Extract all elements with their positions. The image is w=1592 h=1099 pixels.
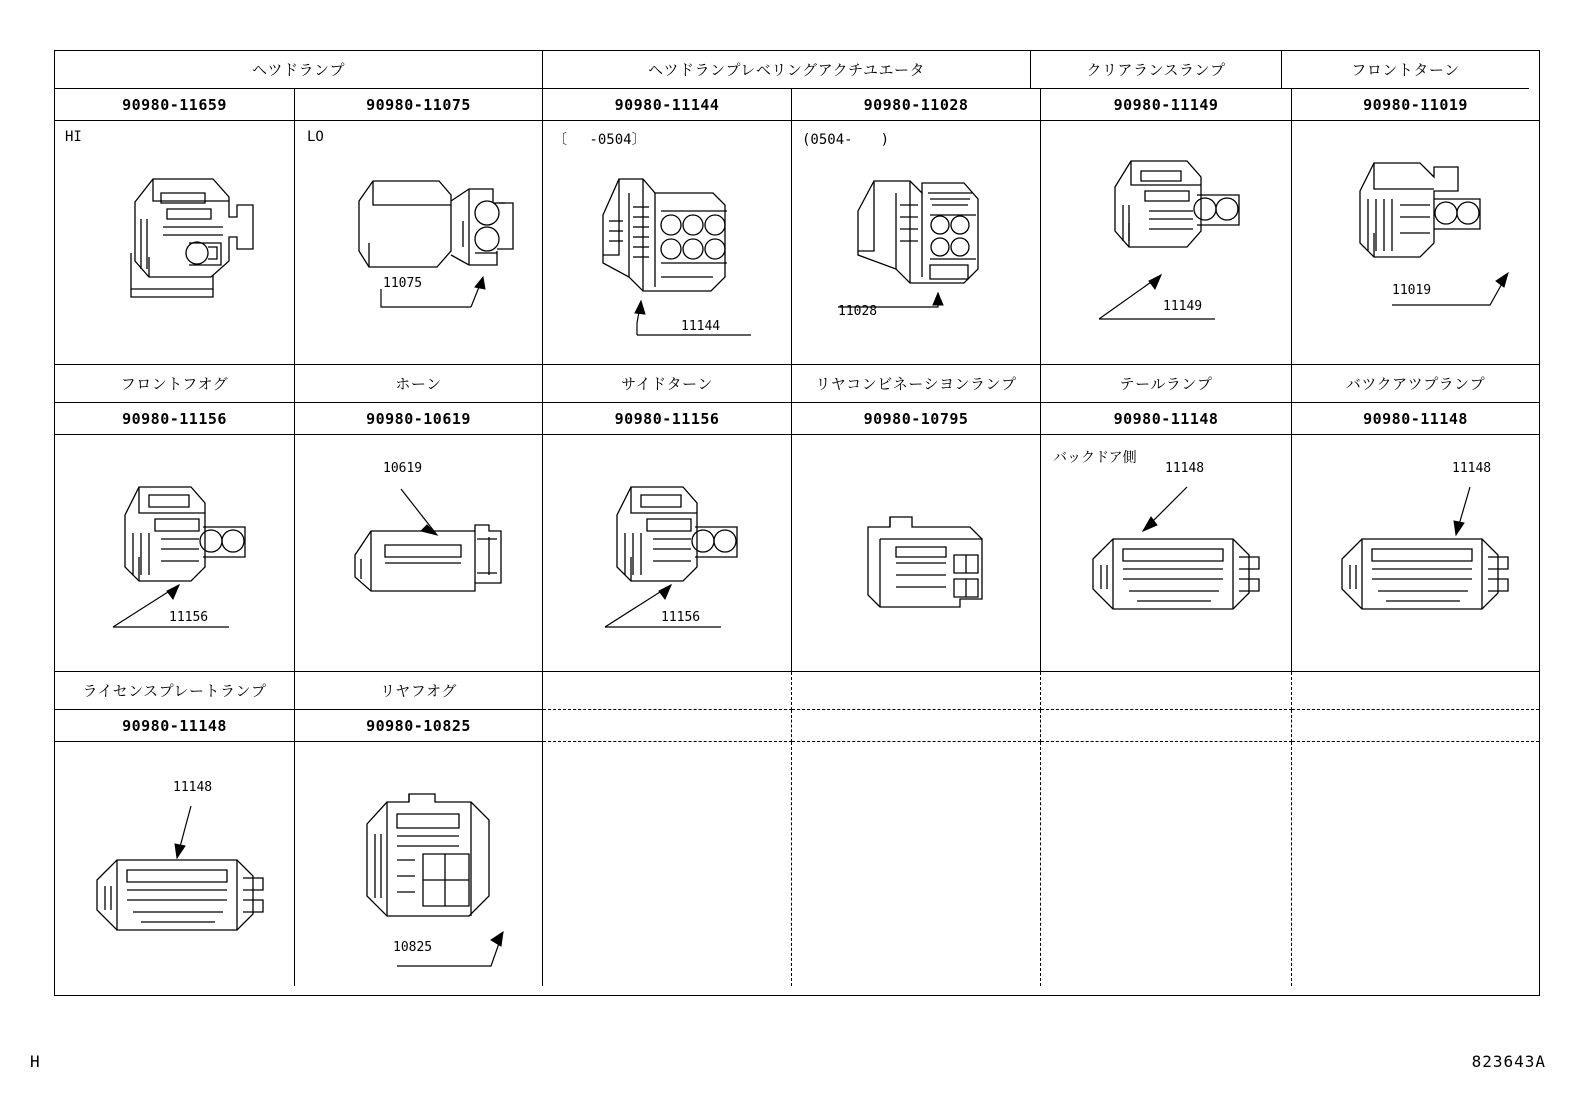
image-row-3 <box>55 742 1539 986</box>
sheet-revision-mark: H <box>30 1052 40 1071</box>
group-header-license-plate-lamp <box>55 672 295 710</box>
callout-leader-11156-fog <box>109 581 239 637</box>
group-header-label: フロントターン <box>1351 61 1460 79</box>
part-number: 90980-11019 <box>1363 95 1468 114</box>
part-number-cell <box>55 710 295 742</box>
connector-cell-license-plate-lamp <box>55 742 295 986</box>
image-row-1 <box>55 121 1539 365</box>
part-number-cell <box>55 89 295 121</box>
part-number: 90980-11148 <box>1363 409 1468 428</box>
connector-callout: 11144 <box>681 319 721 334</box>
connector-cell-tail-lamp <box>1041 435 1292 672</box>
part-number-cell <box>295 89 543 121</box>
connector-cell-empty-4 <box>792 742 1041 986</box>
group-header-label: バツクアツプランプ <box>1345 375 1486 393</box>
part-number-cell <box>1041 89 1292 121</box>
connector-illustration-rear-fog <box>353 780 533 950</box>
part-number: 90980-11148 <box>1113 409 1219 428</box>
group-header-front-fog <box>55 365 295 403</box>
connector-cell-horn <box>295 435 543 672</box>
part-number: 90980-11075 <box>366 95 471 114</box>
part-number-cell <box>55 403 295 435</box>
group-header-leveling-actuator <box>543 51 1031 89</box>
callout-leader-11148-tail <box>1127 475 1237 541</box>
group-header-label: ホーン <box>395 375 442 393</box>
variant-label: 〔 -0504〕 <box>553 132 646 148</box>
callout-leader-10619 <box>385 473 485 543</box>
connector-cell-clearance-lamp <box>1041 121 1292 365</box>
part-number: 90980-10795 <box>863 409 969 428</box>
group-header-clearance-lamp <box>1031 51 1282 89</box>
part-number: 90980-11156 <box>122 409 227 428</box>
part-number-cell <box>543 89 792 121</box>
connector-cell-leveling-actuator-late <box>792 121 1041 365</box>
part-number-cell <box>1292 403 1539 435</box>
part-number: 90980-10619 <box>366 409 471 428</box>
part-number-cell-empty <box>543 710 792 742</box>
group-header-label: フロントフオグ <box>120 375 229 393</box>
part-number: 90980-11028 <box>863 95 969 114</box>
group-header-label: リヤコンビネーシヨンランプ <box>815 375 1017 393</box>
tail-lamp-note: バックドア側 <box>1053 450 1137 466</box>
group-header-front-turn <box>1282 51 1529 89</box>
group-header-empty-6 <box>1292 672 1539 710</box>
part-number-cell <box>295 710 543 742</box>
group-header-label: クリアランスランプ <box>1086 61 1226 79</box>
group-header-headlamp <box>55 51 543 89</box>
group-header-label: テールランプ <box>1119 375 1213 393</box>
part-number-cell <box>1292 89 1539 121</box>
group-header-label: ヘツドランプ <box>251 61 345 79</box>
group-header-horn <box>295 365 543 403</box>
group-header-rear-combination-lamp <box>792 365 1041 403</box>
connector-callout: 11148 <box>1165 461 1205 476</box>
callout-leader-11149 <box>1095 271 1225 331</box>
image-row-2 <box>55 435 1539 672</box>
connector-cell-empty-3 <box>543 742 792 986</box>
callout-leader-11019 <box>1390 271 1520 327</box>
connector-cell-front-turn <box>1292 121 1539 365</box>
connector-callout: 11149 <box>1163 299 1203 314</box>
part-number-cell <box>792 403 1041 435</box>
part-number-row-1 <box>55 89 1539 121</box>
sheet-code: 823643A <box>1471 1052 1546 1071</box>
part-number-cell <box>295 403 543 435</box>
part-number: 90980-11149 <box>1113 95 1219 114</box>
header-row-1 <box>55 51 1539 89</box>
group-header-label: ヘツドランプレベリングアクチユエータ <box>647 61 926 79</box>
part-number-cell-empty <box>1041 710 1292 742</box>
group-header-empty-5 <box>1041 672 1292 710</box>
variant-label: HI <box>65 129 82 145</box>
connector-callout: 11148 <box>173 780 213 795</box>
header-row-3 <box>55 672 1539 710</box>
group-header-tail-lamp <box>1041 365 1292 403</box>
connector-table <box>54 50 1540 996</box>
group-header-label: サイドターン <box>621 375 713 393</box>
group-header-label: リヤフオグ <box>380 682 457 700</box>
group-header-label: ライセンスプレートランプ <box>82 682 267 700</box>
connector-cell-empty-5 <box>1041 742 1292 986</box>
connector-callout: 11019 <box>1392 283 1432 298</box>
part-number-row-3 <box>55 710 1539 742</box>
connector-callout: 11156 <box>169 610 209 625</box>
connector-cell-leveling-actuator-early <box>543 121 792 365</box>
connector-cell-headlamp-lo <box>295 121 543 365</box>
connector-cell-backup-lamp <box>1292 435 1539 672</box>
connector-callout: 11028 <box>838 304 878 319</box>
connector-cell-side-turn <box>543 435 792 672</box>
callout-leader-11156-side <box>601 581 731 637</box>
callout-leader-11148-backup <box>1430 475 1520 545</box>
part-number: 90980-11659 <box>122 95 227 114</box>
part-number: 90980-10825 <box>366 716 471 735</box>
connector-illustration-rear-combination-lamp <box>850 499 1020 629</box>
connector-illustration-clearance-lamp <box>1101 147 1271 287</box>
part-number: 90980-11148 <box>122 716 227 735</box>
group-header-backup-lamp <box>1292 365 1539 403</box>
part-number-cell <box>543 403 792 435</box>
callout-leader-11148-license <box>151 794 241 868</box>
connector-illustration-front-turn <box>1342 147 1512 287</box>
connector-callout: 11075 <box>383 276 423 291</box>
group-header-empty-4 <box>792 672 1041 710</box>
variant-label: (0504- ) <box>802 132 890 148</box>
header-row-2 <box>55 365 1539 403</box>
connector-cell-rear-fog <box>295 742 543 986</box>
connector-cell-headlamp-hi <box>55 121 295 365</box>
group-header-rear-fog <box>295 672 543 710</box>
part-number-cell-empty <box>1292 710 1539 742</box>
connector-cell-front-fog <box>55 435 295 672</box>
connector-callout: 10825 <box>393 940 433 955</box>
part-number: 90980-11156 <box>614 409 720 428</box>
group-header-side-turn <box>543 365 792 403</box>
group-header-empty-3 <box>543 672 792 710</box>
connector-illustration-headlamp-hi <box>105 157 275 317</box>
connector-cell-rear-combination-lamp <box>792 435 1041 672</box>
variant-label: LO <box>307 129 324 145</box>
connector-callout: 11156 <box>661 610 701 625</box>
part-number-cell <box>792 89 1041 121</box>
connector-cell-empty-6 <box>1292 742 1539 986</box>
part-number-row-2 <box>55 403 1539 435</box>
part-number-cell <box>1041 403 1292 435</box>
connector-callout: 10619 <box>383 461 423 476</box>
connector-callout: 11148 <box>1452 461 1492 476</box>
part-number-cell-empty <box>792 710 1041 742</box>
part-number: 90980-11144 <box>614 95 720 114</box>
